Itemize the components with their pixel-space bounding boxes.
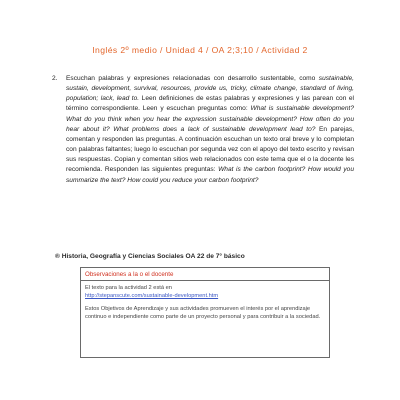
- teacher-notes-paragraph: Estos Objetivos de Aprendizaje y sus actividades promueven el interés por el aprendizaje continuo e independiente como parte de un proyecto personal y para contribuir a la sociedad.: [85, 306, 321, 321]
- page-title: Inglés 2º medio / Unidad 4 / OA 2;3;10 / Actividad 2: [92, 45, 308, 55]
- teacher-notes-link[interactable]: http://stepanscute.com/sustainable-development.htm: [85, 293, 219, 299]
- activity-text-1: Escuchan palabras y expresiones relacionadas con desarrollo sustentable, como: [66, 75, 319, 82]
- teacher-notes-divider: [81, 280, 329, 281]
- activity-text-5: En parejas, comentan y responden las preguntas. A continuación escuchan un texto oral breve y lo completan con palabras faltantes; luego lo escuchan por segunda vez con el apoyo del texto escrito y revisan sus respuestas. Copian y comentan sitios web relacionados con este tema que el o la docente les recomienda. Responden las siguientes preguntas:: [66, 125, 354, 174]
- activity-text-3: Leen definiciones de estas palabras y expresiones y las parean con el término correspondiente. Leen y escuchan preguntas como:: [66, 95, 355, 113]
- activity-text-4: What is sustainable development? What do you think when you hear the expression sustainable development? How often do you hear about it? What problems does a lack of sustainable development lead to?: [66, 105, 354, 133]
- teacher-notes-box: [80, 267, 330, 358]
- oa-reference: ® Historia, Geografía y Ciencias Sociales OA 22 de 7° básico: [55, 253, 245, 260]
- page-header: [0, 45, 400, 55]
- activity-item: [52, 74, 355, 186]
- teacher-notes-intro: El texto para la actividad 2 está en: [85, 285, 172, 291]
- activity-text-2: sustainable, sustain, development, survival, resources, provide us, tricky, climate change, standard of living, population; lack, lead to.: [66, 75, 354, 103]
- teacher-notes-title: Observaciones a la o el docente: [85, 271, 174, 278]
- activity-text-6: What is the carbon footprint? How would you summarize the text? How could you reduce your carbon footprint?: [66, 166, 354, 184]
- activity-number: 2.: [52, 75, 58, 82]
